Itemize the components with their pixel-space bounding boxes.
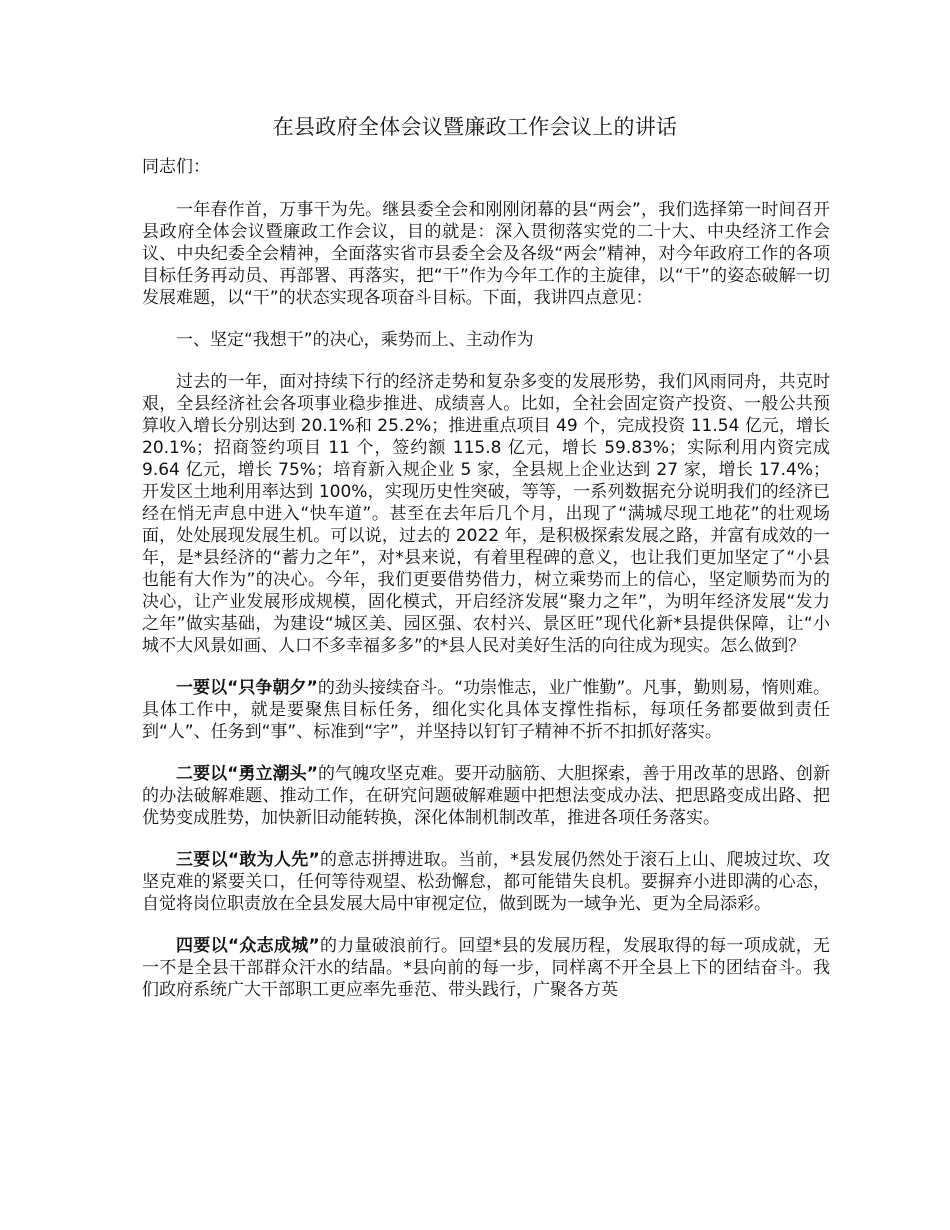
paragraph-text: 过去的一年，面对持续下行的经济走势和复杂多变的发展形势，我们风雨同舟，共克时艰，全县经济社会各项事业稳步推进、成绩喜人。比如，全社会固定资产投资、一般公共预算收入增长分别达到 20.1%和 25.2%；推进重点项目 49 个，完成投资 11.54 亿元，增长 20.1%；招商签约项目 11 个，签约额 115.8 亿元，增长 59.83%；实际利用内资完成 9.64 亿元，增长 75%；培育新入规企业 5 家，全县规上企业达到 27 家，增长 17.4%；开发区土地利用率达到 100%，实现历史性突破，等等，一系列数据充分说明我们的经济已经在悄无声息中进入“快车道”。甚至在去年后几个月，出现了“满城尽现工地花”的壮观场面，处处展现发展生机。可以说，过去的 2022 年，是积极探索发展之路，并富有成效的一年，是*县经济的“蓄力之年”，对*县来说，有着里程碑的意义，也让我们更加坚定了“小县也能有大作为”的决心。今年，我们更要借势借力，树立乘势而上的信心，坚定顺势而为的决心，让产业发展形成规模，固化模式，开启经济发展“聚力之年”，为明年经济发展“发力之年”做实基础，为建设“城区美、园区强、农村兴、景区旺”现代化新*县提供保障，让“小城不大风景如画、人口不多幸福多多”的*县人民对美好生活的向往成为现实。怎么做到？ <box>142 372 830 656</box>
document-title: 在县政府全体会议暨廉政工作会议上的讲话 <box>272 115 678 139</box>
section-heading-text: 一、坚定“我想干”的决心，乘势而上、主动作为 <box>176 330 534 350</box>
paragraph-intro <box>142 199 830 309</box>
paragraph-point-2 <box>142 763 830 829</box>
document-body <box>142 199 830 1021</box>
paragraph-text: 的力量破浪前行。回望*县的发展历程，发展取得的每一项成就，无一不是全县干部群众汗水的结晶。*县向前的每一步，同样离不开全县上下的团结奋斗。我们政府系统广大干部职工更应率先垂范、带头践行，广聚各方英 <box>142 936 830 1000</box>
paragraph-point-1 <box>142 677 830 743</box>
paragraph-text: 一年春作首，万事干为先。继县委全会和刚刚闭幕的县“两会”，我们选择第一时间召开县政府全体会议暨廉政工作会议，目的就是：深入贯彻落实党的二十大、中央经济工作会议、中央纪委全会精神，全面落实省市县委全会及各级“两会”精神，对今年政府工作的各项目标任务再动员、再部署、再落实，把“干”作为今年工作的主旋律，以“干”的姿态破解一切发展难题，以“干”的状态实现各项奋斗目标。下面，我讲四点意见： <box>142 200 830 308</box>
point-lead: 二要以“勇立潮头” <box>176 764 318 784</box>
section-heading <box>142 329 830 351</box>
point-lead: 三要以“敢为人先” <box>176 850 320 870</box>
point-lead: 一要以“只争朝夕” <box>176 678 318 698</box>
paragraph-text: 的意志拼搏进取。当前，*县发展仍然处于滚石上山、爬坡过坎、攻坚克难的紧要关口，任何等待观望、松劲懈怠，都可能错失良机。要摒弃小进即满的心态，自觉将岗位职责放在全县发展大局中审视定位，做到既为一域争光、更为全局添彩。 <box>142 850 830 914</box>
paragraph-point-4 <box>142 935 830 1001</box>
paragraph-point-3 <box>142 849 830 915</box>
paragraph-text: 的劲头接续奋斗。“功崇惟志，业广惟勤”。凡事，勤则易，惰则难。具体工作中，就是要聚焦目标任务，细化实化具体支撑性指标，每项任务都要做到责任到“人”、任务到“事”、标准到“字”，并坚持以钉钉子精神不折不扣抓好落实。 <box>142 678 830 742</box>
point-lead: 四要以“众志成城” <box>176 936 320 956</box>
salutation: 同志们： <box>142 157 210 177</box>
paragraph-review <box>142 371 830 657</box>
paragraph-text: 的气魄攻坚克难。要开动脑筋、大胆探索，善于用改革的思路、创新的办法破解难题、推动工作，在研究问题破解难题中把想法变成办法、把思路变成出路、把优势变成胜势，加快新旧动能转换，深化体制机制改革，推进各项任务落实。 <box>142 764 830 828</box>
